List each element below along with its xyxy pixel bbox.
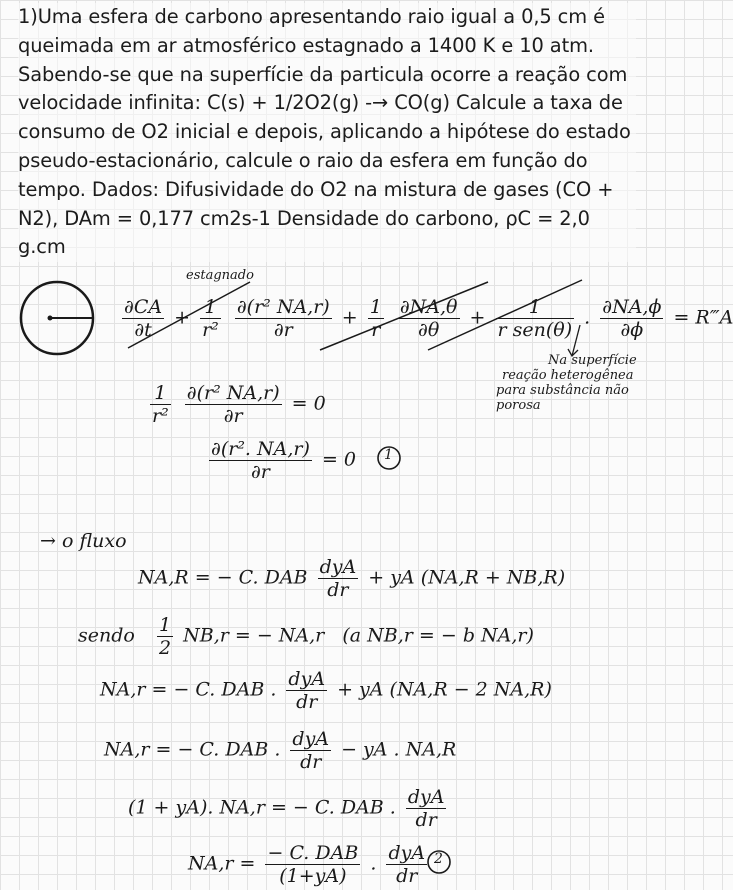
flux-equation-4: (1 + yA). NA,r = − C. DAB . $\frac{\text{dyA}}{dr}$ [128,786,445,831]
equation-2-tag: 2 [434,851,443,867]
equation-1-tag: 1 [384,447,393,463]
equation-1: $\frac{\text{∂(r². NA,r)}}{\partial r}$ = 0 [211,438,357,483]
problem-statement: 1)Uma esfera de carbono apresentando raio igual a 0,5 cm é queimada em ar atmosférico estagnado a 1400 K e 10 atm. Sabendo-se que na superfície da particula ocorre a reação com velocidade infinita: C(s) + 1/2O2(g) -→ CO(g) Calcule a taxa de consumo de O2 inicial e depois, aplicando a hipótese do estado pseudo-estacionário, calcule o raio da esfera em função do tempo. Dados: Difusividade do O2 na mistura de gases (CO + N2), DAm = 0,177 cm2s-1 Densidade do carbono, ρC = 2,0 g.cm [18,3,636,262]
center-dot [48,316,53,321]
flux-equation-3: NA,r = − C. DAB . $\frac{\text{dyA}}{dr}$ − yA . NA,R [104,728,457,773]
sendo-equation: sendo $\frac{1}{2}$ NB,r = − NA,r (a NB,r = − b NA,r) [78,614,534,659]
continuity-equation: $\frac{\partial CA}{\partial t}$ + $\frac{1}{\text{r²}}$ $\frac{\text{∂(r² NA,r)}}{\partial r}$ + $\frac{1}{r}$ $\frac{\partial NA,\theta}{\partial\theta}$ + $\frac{1}{\text{r sen(θ)}}$ . $\frac{\partial NA,\phi}{\partial\phi}$ = R‴A [124,296,733,341]
flux-label: → o fluxo [40,530,127,552]
flux-equation-5: NA,r = $\frac{\text{− C. DAB}}{(1+yA)}$ . $\frac{\text{dyA}}{dr}$ [188,842,426,887]
reduced-equation: $\frac{1}{\text{r²}}$ $\frac{\text{∂(r² NA,r)}}{\partial r}$ = 0 [152,382,326,427]
flux-equation-2: NA,r = − C. DAB . $\frac{\text{dyA}}{dr}$ + yA (NA,R − 2 NA,R) [100,668,552,713]
surface-note: Na superfície reação heterogênea para substância não porosa [496,353,637,413]
flux-equation: NA,R = − C. DAB $\frac{\text{dyA}}{dr}$ + yA (NA,R + NB,R) [138,556,566,601]
stagnant-note: estagnado [186,268,254,283]
